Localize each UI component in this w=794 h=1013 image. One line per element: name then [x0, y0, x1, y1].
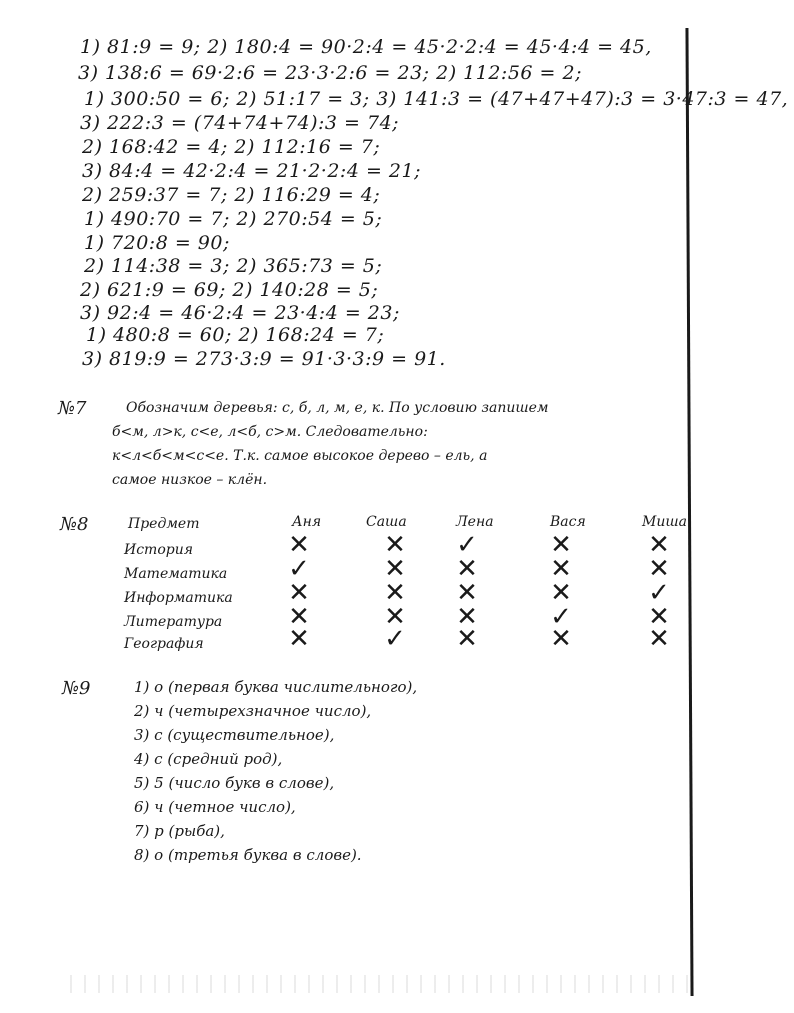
table-cell-mark: ✕	[288, 530, 310, 560]
calc-line: 1) 490:70 = 7; 2) 270:54 = 5;	[84, 208, 383, 230]
task7-line: к<л<б<м<с<е. Т.к. самое высокое дерево – ель, а	[112, 448, 488, 464]
task9-answer: 8) о (третья буква в слове).	[134, 846, 362, 864]
calc-line: 1) 720:8 = 90;	[84, 232, 230, 254]
task9-answer: 7) р (рыба),	[134, 822, 225, 840]
table-header-name: Вася	[550, 514, 586, 530]
table-row-subject: История	[124, 542, 194, 558]
table-cell-mark: ✕	[456, 578, 478, 608]
table-cell-mark: ✕	[288, 602, 310, 632]
task7-line: самое низкое – клён.	[112, 472, 268, 488]
calc-line: 2) 259:37 = 7; 2) 116:29 = 4;	[82, 184, 381, 206]
calc-line: 2) 168:42 = 4; 2) 112:16 = 7;	[82, 136, 381, 158]
task9-number: №9	[62, 678, 91, 699]
table-row-subject: Литература	[124, 614, 223, 630]
calc-line: 2) 114:38 = 3; 2) 365:73 = 5;	[84, 255, 383, 277]
table-cell-mark: ✕	[550, 554, 572, 584]
table-cell-mark: ✕	[384, 530, 406, 560]
calc-line: 3) 819:9 = 273·3:9 = 91·3·3:9 = 91.	[82, 348, 446, 370]
table-row-subject: Математика	[124, 566, 228, 582]
table-cell-mark: ✓	[288, 554, 310, 584]
table-cell-mark: ✕	[288, 578, 310, 608]
table-cell-mark: ✕	[384, 578, 406, 608]
table-cell-mark: ✕	[550, 578, 572, 608]
task8-number: №8	[60, 514, 89, 535]
table-cell-mark: ✓	[648, 578, 670, 608]
task7-line: б<м, л>к, с<е, л<б, с>м. Следовательно:	[112, 424, 428, 440]
table-cell-mark: ✕	[456, 624, 478, 654]
table-cell-mark: ✕	[648, 624, 670, 654]
table-cell-mark: ✕	[456, 554, 478, 584]
task7-number: №7	[58, 398, 87, 419]
task9-answer: 5) 5 (число букв в слове),	[134, 774, 335, 792]
task9-answer: 1) о (первая буква числительного),	[134, 678, 418, 696]
scan-noise	[70, 975, 690, 993]
table-cell-mark: ✓	[384, 624, 406, 654]
calc-line: 2) 621:9 = 69; 2) 140:28 = 5;	[80, 279, 379, 301]
task9-answer: 6) ч (четное число),	[134, 798, 296, 816]
task7-line: Обозначим деревья: с, б, л, м, е, к. По условию запишем	[126, 400, 549, 416]
table-row-subject: Информатика	[124, 590, 233, 606]
calc-line: 3) 84:4 = 42·2:4 = 21·2·2:4 = 21;	[82, 160, 421, 182]
table-cell-mark: ✕	[550, 530, 572, 560]
table-header-name: Аня	[292, 514, 322, 530]
table-cell-mark: ✕	[384, 554, 406, 584]
calc-line: 1) 300:50 = 6; 2) 51:17 = 3; 3) 141:3 = (47+47+47):3 = 3·47:3 = 47,	[84, 88, 789, 110]
task9-answer: 3) с (существительное),	[134, 726, 335, 744]
table-cell-mark: ✕	[648, 530, 670, 560]
table-cell-mark: ✕	[550, 624, 572, 654]
table-cell-mark: ✕	[648, 602, 670, 632]
table-header-subject: Предмет	[128, 516, 200, 532]
calc-line: 3) 92:4 = 46·2:4 = 23·4:4 = 23;	[80, 302, 400, 324]
calc-line: 1) 480:8 = 60; 2) 168:24 = 7;	[86, 324, 385, 346]
calc-line: 1) 81:9 = 9; 2) 180:4 = 90·2:4 = 45·2·2:4 = 45·4:4 = 45,	[80, 36, 652, 58]
table-cell-mark: ✕	[648, 554, 670, 584]
calc-line: 3) 138:6 = 69·2:6 = 23·3·2:6 = 23; 2) 112:56 = 2;	[78, 62, 582, 84]
table-cell-mark: ✓	[550, 602, 572, 632]
table-header-name: Лена	[456, 514, 494, 530]
table-cell-mark: ✕	[288, 624, 310, 654]
table-header-name: Миша	[642, 514, 687, 530]
calc-line: 3) 222:3 = (74+74+74):3 = 74;	[80, 112, 400, 134]
table-header-name: Саша	[366, 514, 407, 530]
task9-answer: 2) ч (четырехзначное число),	[134, 702, 372, 720]
table-row-subject: География	[124, 636, 204, 652]
margin-line	[685, 28, 693, 996]
table-cell-mark: ✓	[456, 530, 478, 560]
table-cell-mark: ✕	[456, 602, 478, 632]
table-cell-mark: ✕	[384, 602, 406, 632]
task9-answer: 4) с (средний род),	[134, 750, 283, 768]
